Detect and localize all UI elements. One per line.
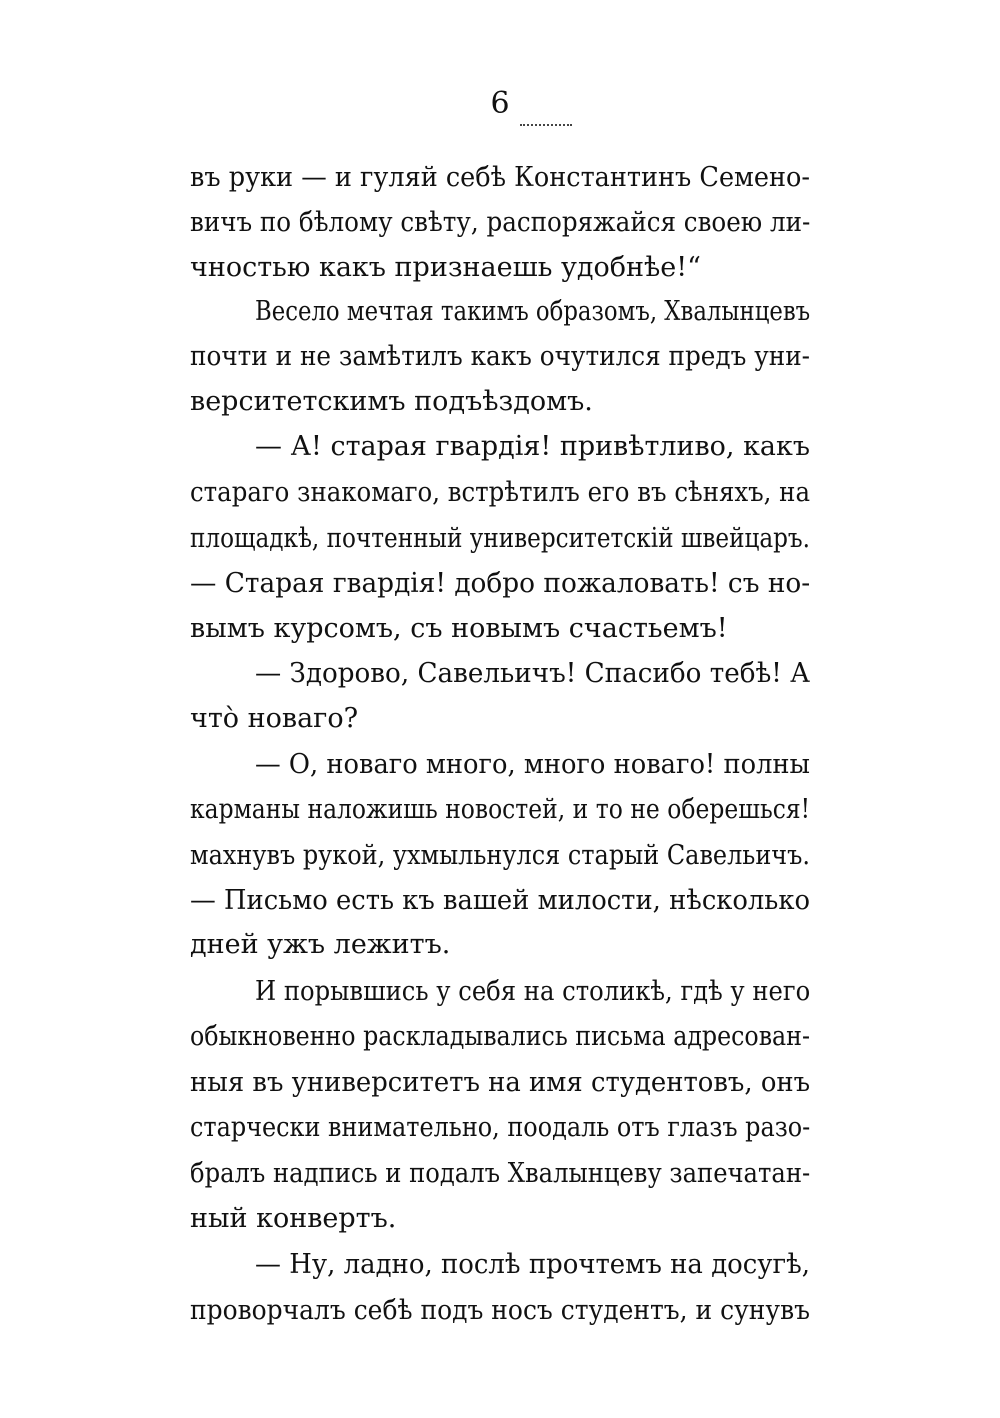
text-line: — А! старая гвардія! привѣтливо, какъ: [255, 431, 810, 462]
text-line: что̀ новаго?: [190, 703, 359, 734]
text-line: въ руки — и гуляй себѣ Константинъ Семено-: [190, 162, 810, 193]
text-line: верситетскимъ подъѣздомъ.: [190, 386, 593, 417]
text-line: ныя въ университетъ на имя студентовъ, онъ: [190, 1067, 811, 1098]
text-line: — О, новаго много, много новаго! полны: [255, 749, 810, 780]
text-line: Весело мечтая такимъ образомъ, Хвалынцевъ: [255, 296, 811, 327]
text-line: вичъ по бѣлому свѣту, распоряжайся своею ли-: [190, 207, 811, 238]
text-line: — Старая гвардія! добро пожаловать! съ но-: [190, 568, 811, 599]
text-line: обыкновенно раскладывались письма адресован-: [190, 1021, 810, 1052]
text-line: — Ну, ладно, послѣ прочтемъ на досугѣ,: [255, 1249, 810, 1280]
text-line: дней ужъ лежитъ.: [190, 929, 451, 960]
text-line: стараго знакомаго, встрѣтилъ его въ сѣняхъ, на: [190, 477, 810, 508]
text-line: — Здорово, Савельичъ! Спасибо тебѣ! А: [255, 658, 810, 689]
text-line: проворчалъ себѣ подъ носъ студентъ, и сунувъ: [190, 1295, 810, 1326]
text-line: вымъ курсомъ, съ новымъ счастьемъ!: [190, 613, 728, 644]
text-line: почти и не замѣтилъ какъ очутился предъ уни-: [190, 341, 810, 372]
text-line: площадкѣ, почтенный университетскій швейцаръ.: [190, 523, 810, 554]
text-line: карманы наложишь новостей, и то не оберешься!: [190, 794, 810, 825]
page-number-rule: [520, 124, 572, 126]
text-line: старчески внимательно, поодаль отъ глазъ разо-: [190, 1112, 811, 1143]
page-number: 6: [490, 86, 510, 121]
text-line: бралъ надпись и подалъ Хвалынцеву запечатан-: [190, 1158, 811, 1189]
text-line: И порывшись у себя на столикѣ, гдѣ у него: [255, 976, 811, 1007]
text-line: ный конвертъ.: [190, 1203, 397, 1234]
text-line: махнувъ рукой, ухмыльнулся старый Савельичъ.: [190, 840, 810, 871]
text-line: — Письмо есть къ вашей милости, нѣсколько: [190, 885, 810, 916]
text-line: чностью какъ признаешь удобнѣе!“: [190, 252, 701, 283]
